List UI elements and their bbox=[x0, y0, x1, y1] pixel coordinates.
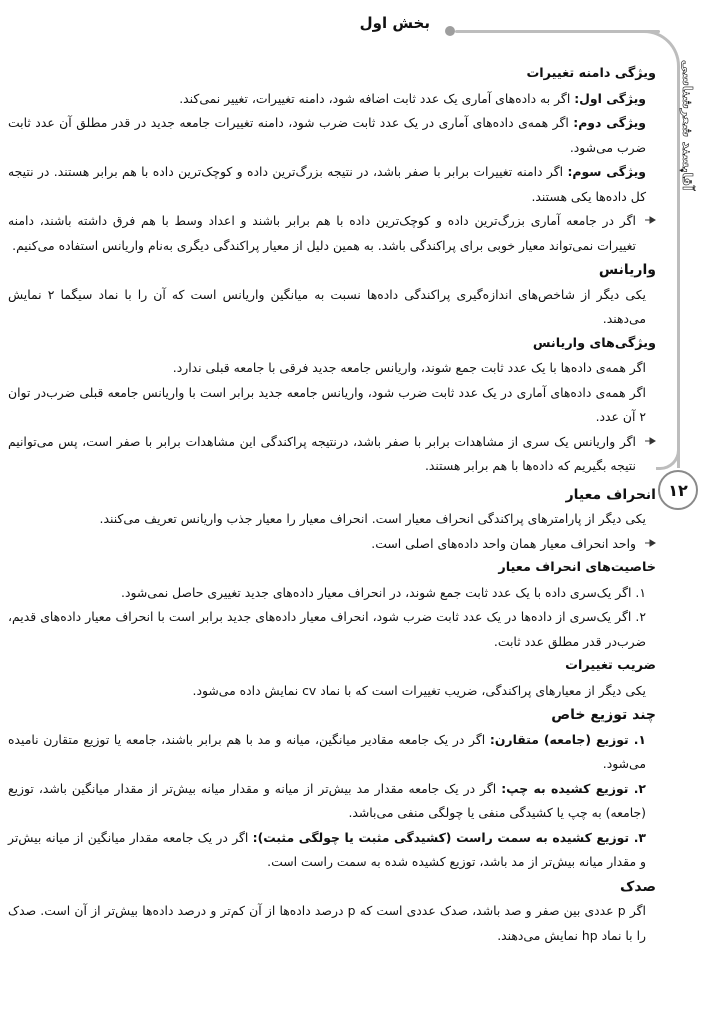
distribution-1 bbox=[8, 728, 656, 777]
chapter-title: بخش اول bbox=[359, 14, 430, 32]
range-note bbox=[8, 209, 656, 258]
variance-property-1: اگر همه‌ی داده‌ها با یک عدد ثابت جمع شوند، واریانس جامعه جدید فرقی با جامعه قبلی ندارد. bbox=[172, 360, 646, 375]
range-property-1-text: اگر به داده‌های آماری یک عدد ثابت اضافه شود، دامنه تغییرات، تغییر نمی‌کند. bbox=[179, 90, 575, 106]
sd-paragraph: یکی دیگر از پارامترهای پراکندگی انحراف معیار است. انحراف معیار را معیار جذب واریانس تعریف می‌کنند. bbox=[99, 511, 646, 526]
percentile-paragraph: اگر p عددی بین صفر و صد باشد، صدک عددی است که p درصد داده‌ها از آن کم‌تر و درصد داده‌ها بیش‌تر از آن است. صدک را با نماد hp نمایش می‌دهند. bbox=[8, 903, 647, 943]
distribution-2-text: اگر در یک جامعه مقدار مد بیش‌تر از میانه و مقدار میانه بیش‌تر از مقدار میانگین باشد، توزیع (جامعه) به چپ یا کشیدگی منفی یا چولگی منفی می‌باشد. bbox=[8, 780, 646, 820]
distribution-2 bbox=[8, 777, 656, 826]
sd-note bbox=[8, 532, 656, 557]
section-heading-variance: واریانس bbox=[598, 262, 656, 278]
variance-note-text: اگر واریانس یک سری از مشاهدات برابر با صفر باشد، درنتیجه پراکندگی این مشاهدات برابر با صفر است، پس می‌توانیم نتیجه بگیریم که داده‌ها با هم برابر هستند. bbox=[8, 433, 636, 473]
variance-property-2: اگر همه‌ی داده‌های آماری در یک عدد ثابت ضرب شود، واریانس جامعه جدید برابر است با واریانس جامعه قبلی ضرب‌در توان ۲ آن عدد. bbox=[8, 384, 646, 424]
range-property-2 bbox=[8, 111, 656, 160]
cv-paragraph: یکی دیگر از معیارهای پراکندگی، ضریب تغییرات است که با نماد cv نمایش داده می‌شود. bbox=[192, 682, 646, 698]
pointing-hand-icon bbox=[644, 537, 656, 549]
section-heading-distributions: چند توزیع خاص bbox=[551, 707, 656, 723]
distribution-2-label: ۲. توزیع کشیده به چپ: bbox=[501, 780, 646, 796]
sd-note-text: واحد انحراف معیار همان واحد داده‌های اصلی است. bbox=[371, 535, 636, 551]
section-heading-range-properties: ویژگی دامنه تغییرات bbox=[526, 66, 656, 81]
range-note-text: اگر در جامعه آماری بزرگ‌ترین داده و کوچک‌ترین داده با هم برابر باشند و اعداد وسط با هم فرق داشته باشند، دامنه تغییرات نمی‌تواند معیار خوبی برای پراکندگی باشد. به همین دلیل از معیار پراکندگی دیگری به‌نام واریانس استفاده می‌کنیم. bbox=[8, 213, 636, 253]
range-property-3-text: اگر دامنه تغییرات برابر با صفر باشد، در نتیجه بزرگ‌ترین داده و کوچک‌ترین داده با هم برابر هستند. در نتیجه کل داده‌ها یکی هستند. bbox=[8, 164, 646, 204]
distribution-3-text: اگر در یک جامعه مقدار میانگین از میانه بیش‌تر و مقدار میانه بیش‌تر از مد باشد، توزیع کشیده شده به سمت راست است. bbox=[8, 829, 646, 869]
pointing-hand-icon bbox=[644, 435, 656, 447]
range-property-3 bbox=[8, 160, 656, 209]
variance-paragraph: یکی دیگر از شاخص‌های اندازه‌گیری پراکندگی داده‌ها نسبت به میانگین واریانس است که آن را با نماد سیگما ۲ نمایش می‌دهند. bbox=[8, 286, 646, 326]
range-property-2-text: اگر همه‌ی داده‌های آماری در یک عدد ثابت ضرب شود، دامنه تغییرات جامعه جدید در قدر مطلق آن عدد ثابت ضرب می‌شود. bbox=[8, 115, 646, 155]
range-property-1 bbox=[8, 87, 656, 112]
pointing-hand-icon bbox=[644, 214, 656, 226]
section-heading-standard-deviation: انحراف معیار bbox=[565, 486, 656, 503]
range-property-3-label: ویژگی سوم: bbox=[567, 164, 646, 179]
page-content bbox=[8, 62, 656, 948]
variance-note bbox=[8, 430, 656, 479]
range-property-1-label: ویژگی اول: bbox=[574, 90, 646, 106]
distribution-3-label: ۳. توزیع کشیده به سمت راست (کشیدگی مثبت یا چولگی مثبت): bbox=[252, 829, 646, 845]
sd-property-2: ۲. اگر یک‌سری از داده‌ها در یک عدد ثابت ضرب شود، انحراف معیار داده‌های جدید برابر است با انحراف معیار داده‌های قدیم، ضرب‌در قدر مطلق عدد ثابت. bbox=[8, 609, 646, 649]
distribution-3 bbox=[8, 826, 656, 875]
section-heading-sd-properties: خاصیت‌های انحراف معیار bbox=[498, 560, 656, 575]
section-heading-variance-properties: ویژگی‌های واریانس bbox=[532, 335, 656, 351]
page-number: ۱۲ bbox=[658, 470, 698, 510]
frame-dot bbox=[445, 26, 455, 36]
range-property-2-label: ویژگی دوم: bbox=[573, 115, 646, 130]
section-heading-percentile: صدک bbox=[620, 878, 656, 895]
side-book-label: آقاپسند شعرشناسی bbox=[679, 60, 694, 191]
distribution-1-label: ۱. توزیع (جامعه) متقارن: bbox=[489, 731, 646, 747]
section-heading-cv: ضریب تغییرات bbox=[565, 658, 656, 673]
frame-top-line bbox=[455, 30, 660, 33]
distribution-1-text: اگر در یک جامعه مقادیر میانگین، میانه و مد با هم برابر باشند، جامعه یا توزیع متقارن نامیده می‌شود. bbox=[8, 731, 646, 771]
sd-property-1: ۱. اگر یک‌سری داده با یک عدد ثابت جمع شوند، در انحراف معیار داده‌های جدید تغییری حاصل نمی‌شود. bbox=[121, 584, 646, 600]
